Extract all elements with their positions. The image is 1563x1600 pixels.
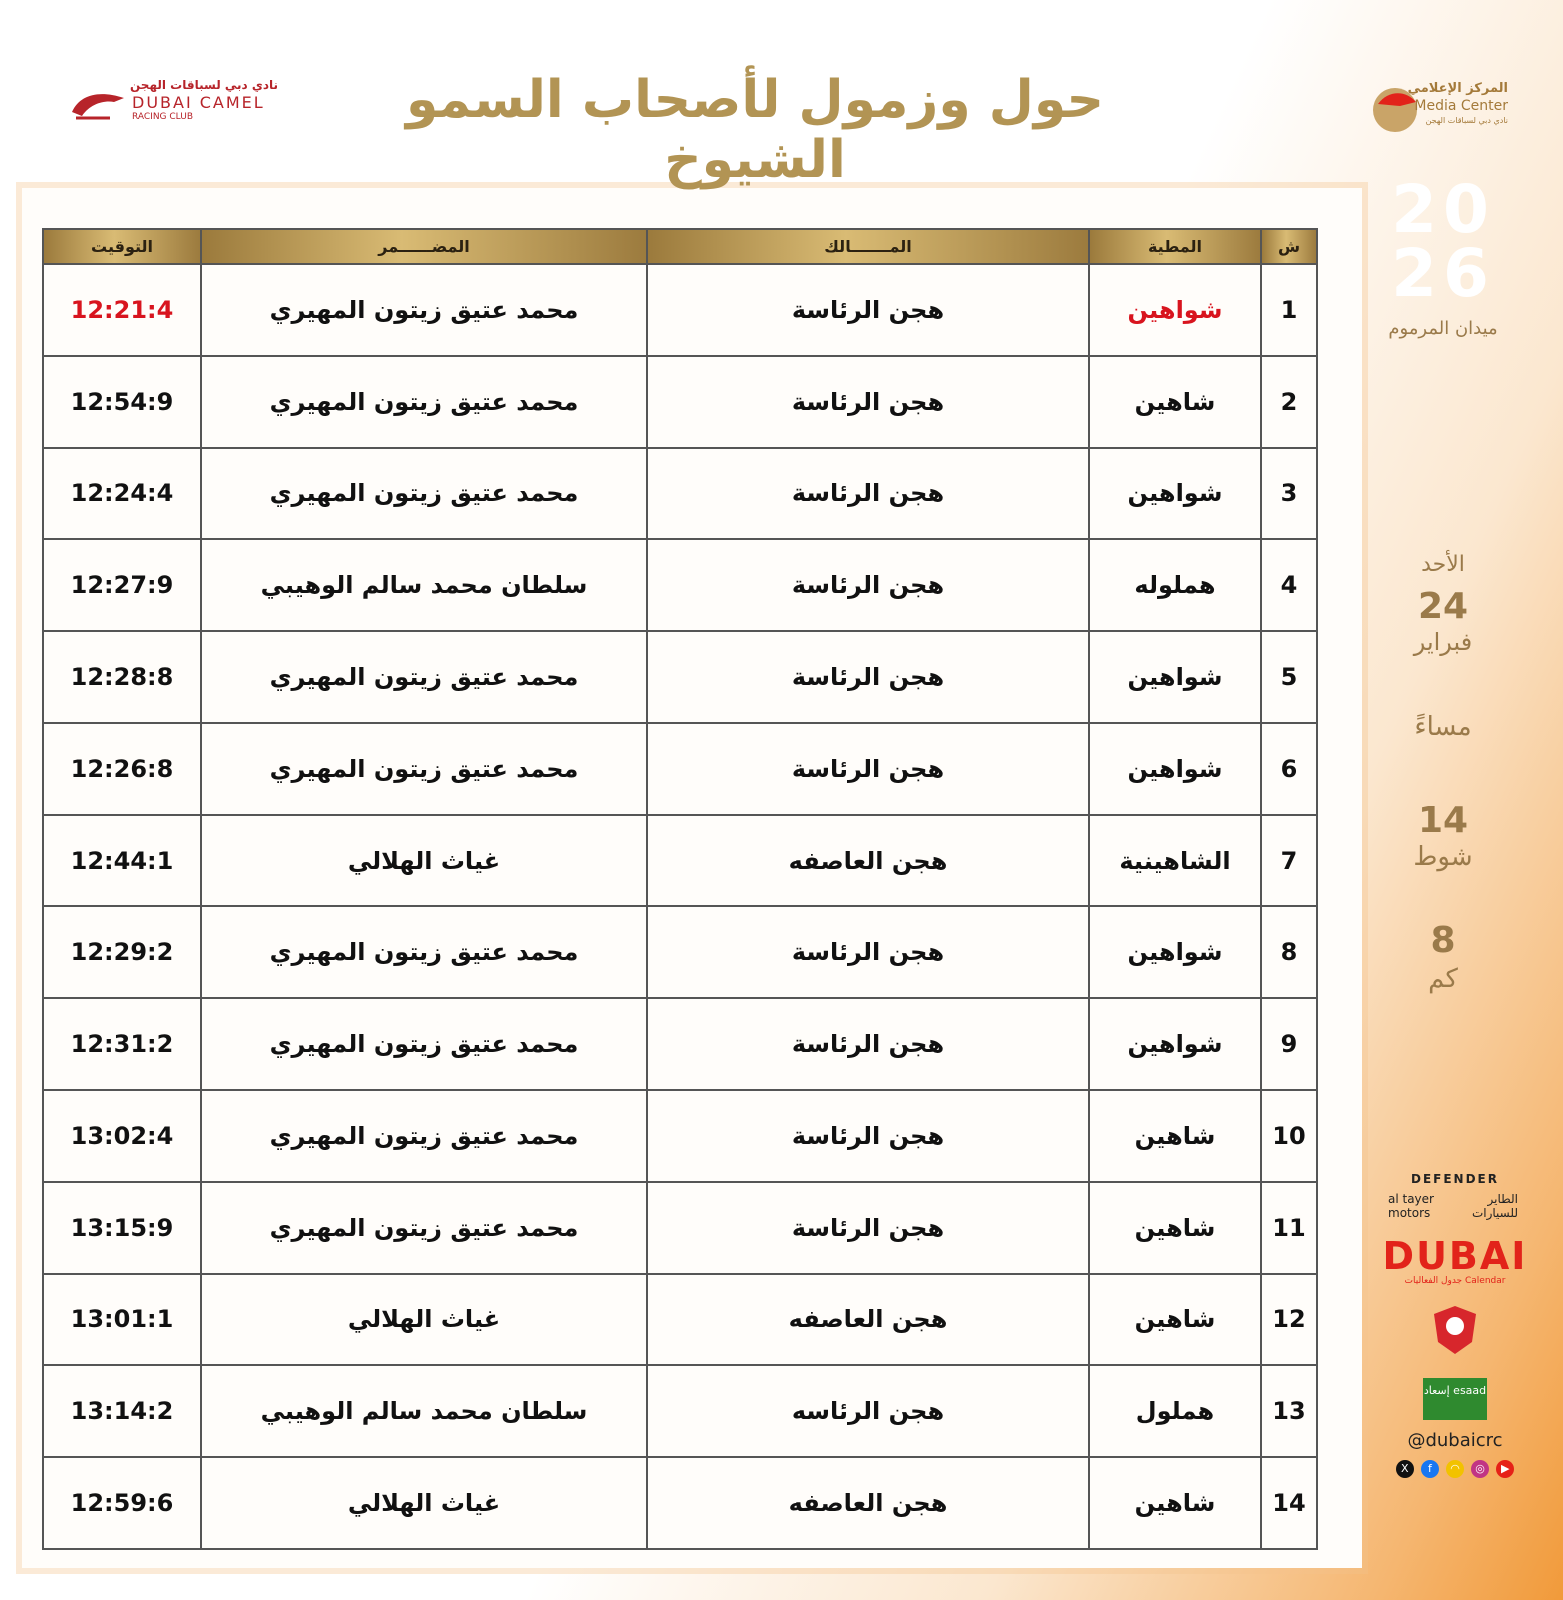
- period: مساءً: [1414, 712, 1472, 742]
- race-time: 13:01:1: [43, 1274, 201, 1366]
- table-row: [43, 539, 1317, 631]
- media-center-subtitle: نادي دبي لسباقات الهجن: [1425, 116, 1508, 125]
- table-row: [43, 723, 1317, 815]
- table-row: [43, 1457, 1317, 1549]
- owner-name: هجن الرئاسة: [647, 998, 1089, 1090]
- trainer-name: محمد عتيق زيتون المهيري: [201, 998, 647, 1090]
- owner-name: هجن الرئاسة: [647, 1182, 1089, 1274]
- owner-name: هجن الرئاسة: [647, 539, 1089, 631]
- owner-name: هجن الرئاسة: [647, 448, 1089, 540]
- row-number: 2: [1261, 356, 1317, 448]
- table-row: [43, 815, 1317, 907]
- header-camel: المطية: [1089, 229, 1261, 264]
- owner-name: هجن الرئاسة: [647, 723, 1089, 815]
- row-number: 5: [1261, 631, 1317, 723]
- table-row: [43, 1090, 1317, 1182]
- race-time: 13:15:9: [43, 1182, 201, 1274]
- race-time: 12:26:8: [43, 723, 201, 815]
- owner-name: هجن العاصفه: [647, 815, 1089, 907]
- row-number: 11: [1261, 1182, 1317, 1274]
- camel-name: شواهين: [1089, 631, 1261, 723]
- trainer-name: محمد عتيق زيتون المهيري: [201, 906, 647, 998]
- race-time: 12:21:4: [43, 264, 201, 356]
- year-bottom: 26: [1391, 235, 1495, 312]
- row-number: 9: [1261, 998, 1317, 1090]
- trainer-name: سلطان محمد سالم الوهيبي: [201, 539, 647, 631]
- club-name-arabic: نادي دبي لسباقات الهجن: [130, 78, 279, 92]
- altayer-arabic: الطاير للسيارات: [1471, 1192, 1518, 1220]
- row-number: 10: [1261, 1090, 1317, 1182]
- race-time: 12:24:4: [43, 448, 201, 540]
- day-name: الأحد: [1421, 552, 1465, 577]
- trainer-name: محمد عتيق زيتون المهيري: [201, 264, 647, 356]
- row-number: 3: [1261, 448, 1317, 540]
- camel-name: شواهين: [1089, 264, 1261, 356]
- camel-name: شواهين: [1089, 723, 1261, 815]
- row-number: 13: [1261, 1365, 1317, 1457]
- camel-icon: [70, 84, 126, 124]
- race-time: 12:44:1: [43, 815, 201, 907]
- race-time: 12:27:9: [43, 539, 201, 631]
- row-number: 12: [1261, 1274, 1317, 1366]
- dubai-camel-racing-club-logo: [70, 78, 279, 130]
- camel-name: شواهين: [1089, 906, 1261, 998]
- race-time: 12:54:9: [43, 356, 201, 448]
- club-name-english: DUBAI CAMEL: [132, 93, 265, 112]
- trainer-name: محمد عتيق زيتون المهيري: [201, 356, 647, 448]
- table-header-row: [43, 229, 1317, 264]
- camel-name: شاهين: [1089, 356, 1261, 448]
- youtube-icon[interactable]: ▶: [1496, 1460, 1514, 1478]
- owner-name: هجن الرئاسة: [647, 906, 1089, 998]
- dubai-calendar-logo: DUBAI: [1382, 1234, 1528, 1278]
- race-time: 13:02:4: [43, 1090, 201, 1182]
- table-row: [43, 448, 1317, 540]
- race-time: 12:28:8: [43, 631, 201, 723]
- table-row: [43, 356, 1317, 448]
- table-row: [43, 998, 1317, 1090]
- year-top: 20: [1391, 171, 1495, 248]
- distance-unit: كم: [1428, 964, 1458, 994]
- race-time: 12:29:2: [43, 906, 201, 998]
- rounds-label: شوط: [1413, 842, 1473, 872]
- table-row: [43, 631, 1317, 723]
- camel-name: شاهين: [1089, 1274, 1261, 1366]
- sponsors-column: [1380, 1172, 1530, 1478]
- table-row: [43, 906, 1317, 998]
- trainer-name: محمد عتيق زيتون المهيري: [201, 723, 647, 815]
- race-time: 12:31:2: [43, 998, 201, 1090]
- race-results-table: [42, 228, 1318, 1550]
- day-number: 24: [1417, 586, 1469, 627]
- year: [1368, 171, 1518, 312]
- snapchat-icon[interactable]: ◠: [1446, 1460, 1464, 1478]
- table-row: [43, 1182, 1317, 1274]
- month: فبراير: [1413, 628, 1473, 656]
- camel-name: شاهين: [1089, 1457, 1261, 1549]
- row-number: 4: [1261, 539, 1317, 631]
- media-center-english: Media Center: [1414, 98, 1508, 114]
- media-center-logo: [1370, 76, 1520, 136]
- trainer-name: محمد عتيق زيتون المهيري: [201, 1090, 647, 1182]
- trainer-name: غياث الهلالي: [201, 1274, 647, 1366]
- trainer-name: محمد عتيق زيتون المهيري: [201, 1182, 647, 1274]
- owner-name: هجن الرئاسة: [647, 264, 1089, 356]
- club-subtitle: RACING CLUB: [132, 112, 194, 122]
- row-number: 8: [1261, 906, 1317, 998]
- table-row: [43, 1274, 1317, 1366]
- venue: ميدان المرموم: [1388, 318, 1498, 339]
- shield-emblem-icon: [1432, 1304, 1478, 1356]
- altayer-logo: [1380, 1192, 1530, 1226]
- owner-name: هجن العاصفه: [647, 1274, 1089, 1366]
- trainer-name: غياث الهلالي: [201, 815, 647, 907]
- race-time: 12:59:6: [43, 1457, 201, 1549]
- trainer-name: محمد عتيق زيتون المهيري: [201, 631, 647, 723]
- altayer-english: al tayer motors: [1388, 1192, 1434, 1220]
- row-number: 1: [1261, 264, 1317, 356]
- header-num: ش: [1261, 229, 1317, 264]
- camel-name: هملول: [1089, 1365, 1261, 1457]
- instagram-icon[interactable]: ◎: [1471, 1460, 1489, 1478]
- table-row: [43, 264, 1317, 356]
- race-time: 13:14:2: [43, 1365, 201, 1457]
- x-icon[interactable]: X: [1396, 1460, 1414, 1478]
- row-number: 14: [1261, 1457, 1317, 1549]
- header-trainer: المضــــــمر: [201, 229, 647, 264]
- dubai-calendar-subtitle: Calendar جدول الفعاليات: [1404, 1276, 1506, 1286]
- camel-name: هملوله: [1089, 539, 1261, 631]
- facebook-icon[interactable]: f: [1421, 1460, 1439, 1478]
- owner-name: هجن الرئاسه: [647, 1365, 1089, 1457]
- social-icons: [1380, 1457, 1530, 1478]
- defender-logo: DEFENDER: [1411, 1172, 1499, 1186]
- row-number: 6: [1261, 723, 1317, 815]
- table-row: [43, 1365, 1317, 1457]
- owner-name: هجن الرئاسة: [647, 631, 1089, 723]
- media-center-arabic: المركز الإعلامي: [1407, 81, 1508, 96]
- social-handle: @dubaicrc: [1407, 1430, 1503, 1451]
- trainer-name: سلطان محمد سالم الوهيبي: [201, 1365, 647, 1457]
- owner-name: هجن الرئاسة: [647, 1090, 1089, 1182]
- camel-name: شاهين: [1089, 1090, 1261, 1182]
- distance-value: 8: [1430, 920, 1456, 961]
- header-owner: المـــــــالك: [647, 229, 1089, 264]
- camel-name: شواهين: [1089, 448, 1261, 540]
- camel-name: شاهين: [1089, 1182, 1261, 1274]
- owner-name: هجن العاصفه: [647, 1457, 1089, 1549]
- rounds-count: 14: [1417, 800, 1469, 841]
- row-number: 7: [1261, 815, 1317, 907]
- camel-name: شواهين: [1089, 998, 1261, 1090]
- camel-name: الشاهينية: [1089, 815, 1261, 907]
- owner-name: هجن الرئاسة: [647, 356, 1089, 448]
- page-title: حول وزمول لأصحاب السمو الشيوخ: [406, 70, 1104, 190]
- trainer-name: غياث الهلالي: [201, 1457, 647, 1549]
- esaad-logo: إسعاد esaad: [1423, 1378, 1487, 1420]
- header-time: التوقيت: [43, 229, 201, 264]
- trainer-name: محمد عتيق زيتون المهيري: [201, 448, 647, 540]
